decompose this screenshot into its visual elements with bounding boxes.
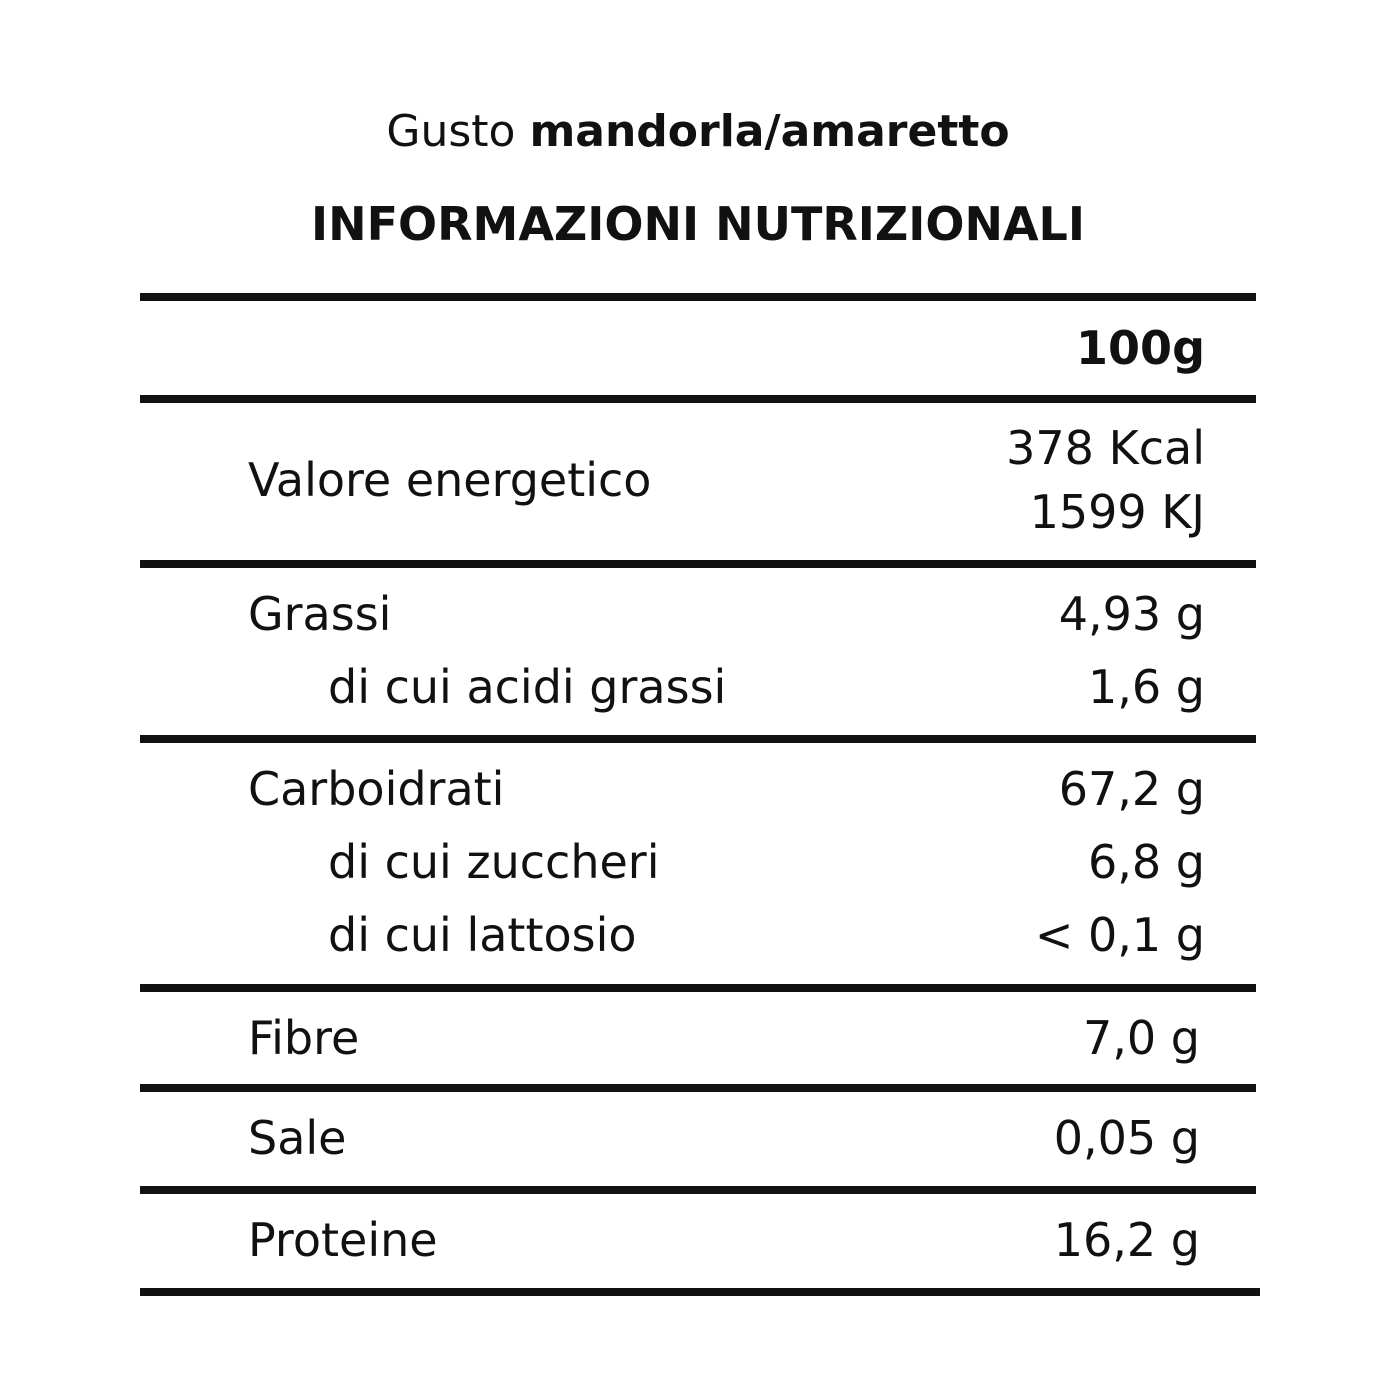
fibre-label: Fibre (248, 1011, 360, 1065)
flavor-subtitle (0, 104, 1396, 160)
energy-label: Valore energetico (248, 453, 652, 507)
page-title: INFORMAZIONI NUTRIZIONALI (310, 197, 1085, 251)
sugars-value: 6,8 g (1088, 835, 1205, 889)
divider (140, 1186, 1256, 1194)
fats-label: Grassi (248, 587, 392, 641)
table-top-rule (140, 293, 1256, 301)
salt-value: 0,05 g (1053, 1111, 1200, 1165)
divider (140, 1084, 1256, 1092)
energy-kj-value: 1599 KJ (1029, 485, 1205, 539)
carbs-label: Carboidrati (248, 762, 505, 816)
divider (140, 735, 1256, 743)
fats-value: 4,93 g (1058, 587, 1205, 641)
protein-label: Proteine (248, 1213, 438, 1267)
lactose-value: < 0,1 g (1034, 908, 1205, 962)
fatty-acids-value: 1,6 g (1088, 660, 1205, 714)
lactose-label: di cui lattosio (328, 908, 637, 962)
sugars-label: di cui zuccheri (328, 835, 660, 889)
salt-label: Sale (248, 1111, 347, 1165)
flavor-name: mandorla/amaretto (529, 106, 1010, 157)
divider (140, 984, 1256, 992)
fatty-acids-label: di cui acidi grassi (328, 660, 727, 714)
column-header-100g: 100g (1076, 321, 1205, 375)
divider (140, 395, 1256, 403)
table-bottom-rule (140, 1288, 1260, 1296)
divider (140, 560, 1256, 568)
protein-value: 16,2 g (1053, 1213, 1200, 1267)
energy-kcal-value: 378 Kcal (1006, 421, 1205, 475)
carbs-value: 67,2 g (1058, 762, 1205, 816)
fibre-value: 7,0 g (1083, 1011, 1200, 1065)
flavor-prefix: Gusto (386, 106, 516, 157)
